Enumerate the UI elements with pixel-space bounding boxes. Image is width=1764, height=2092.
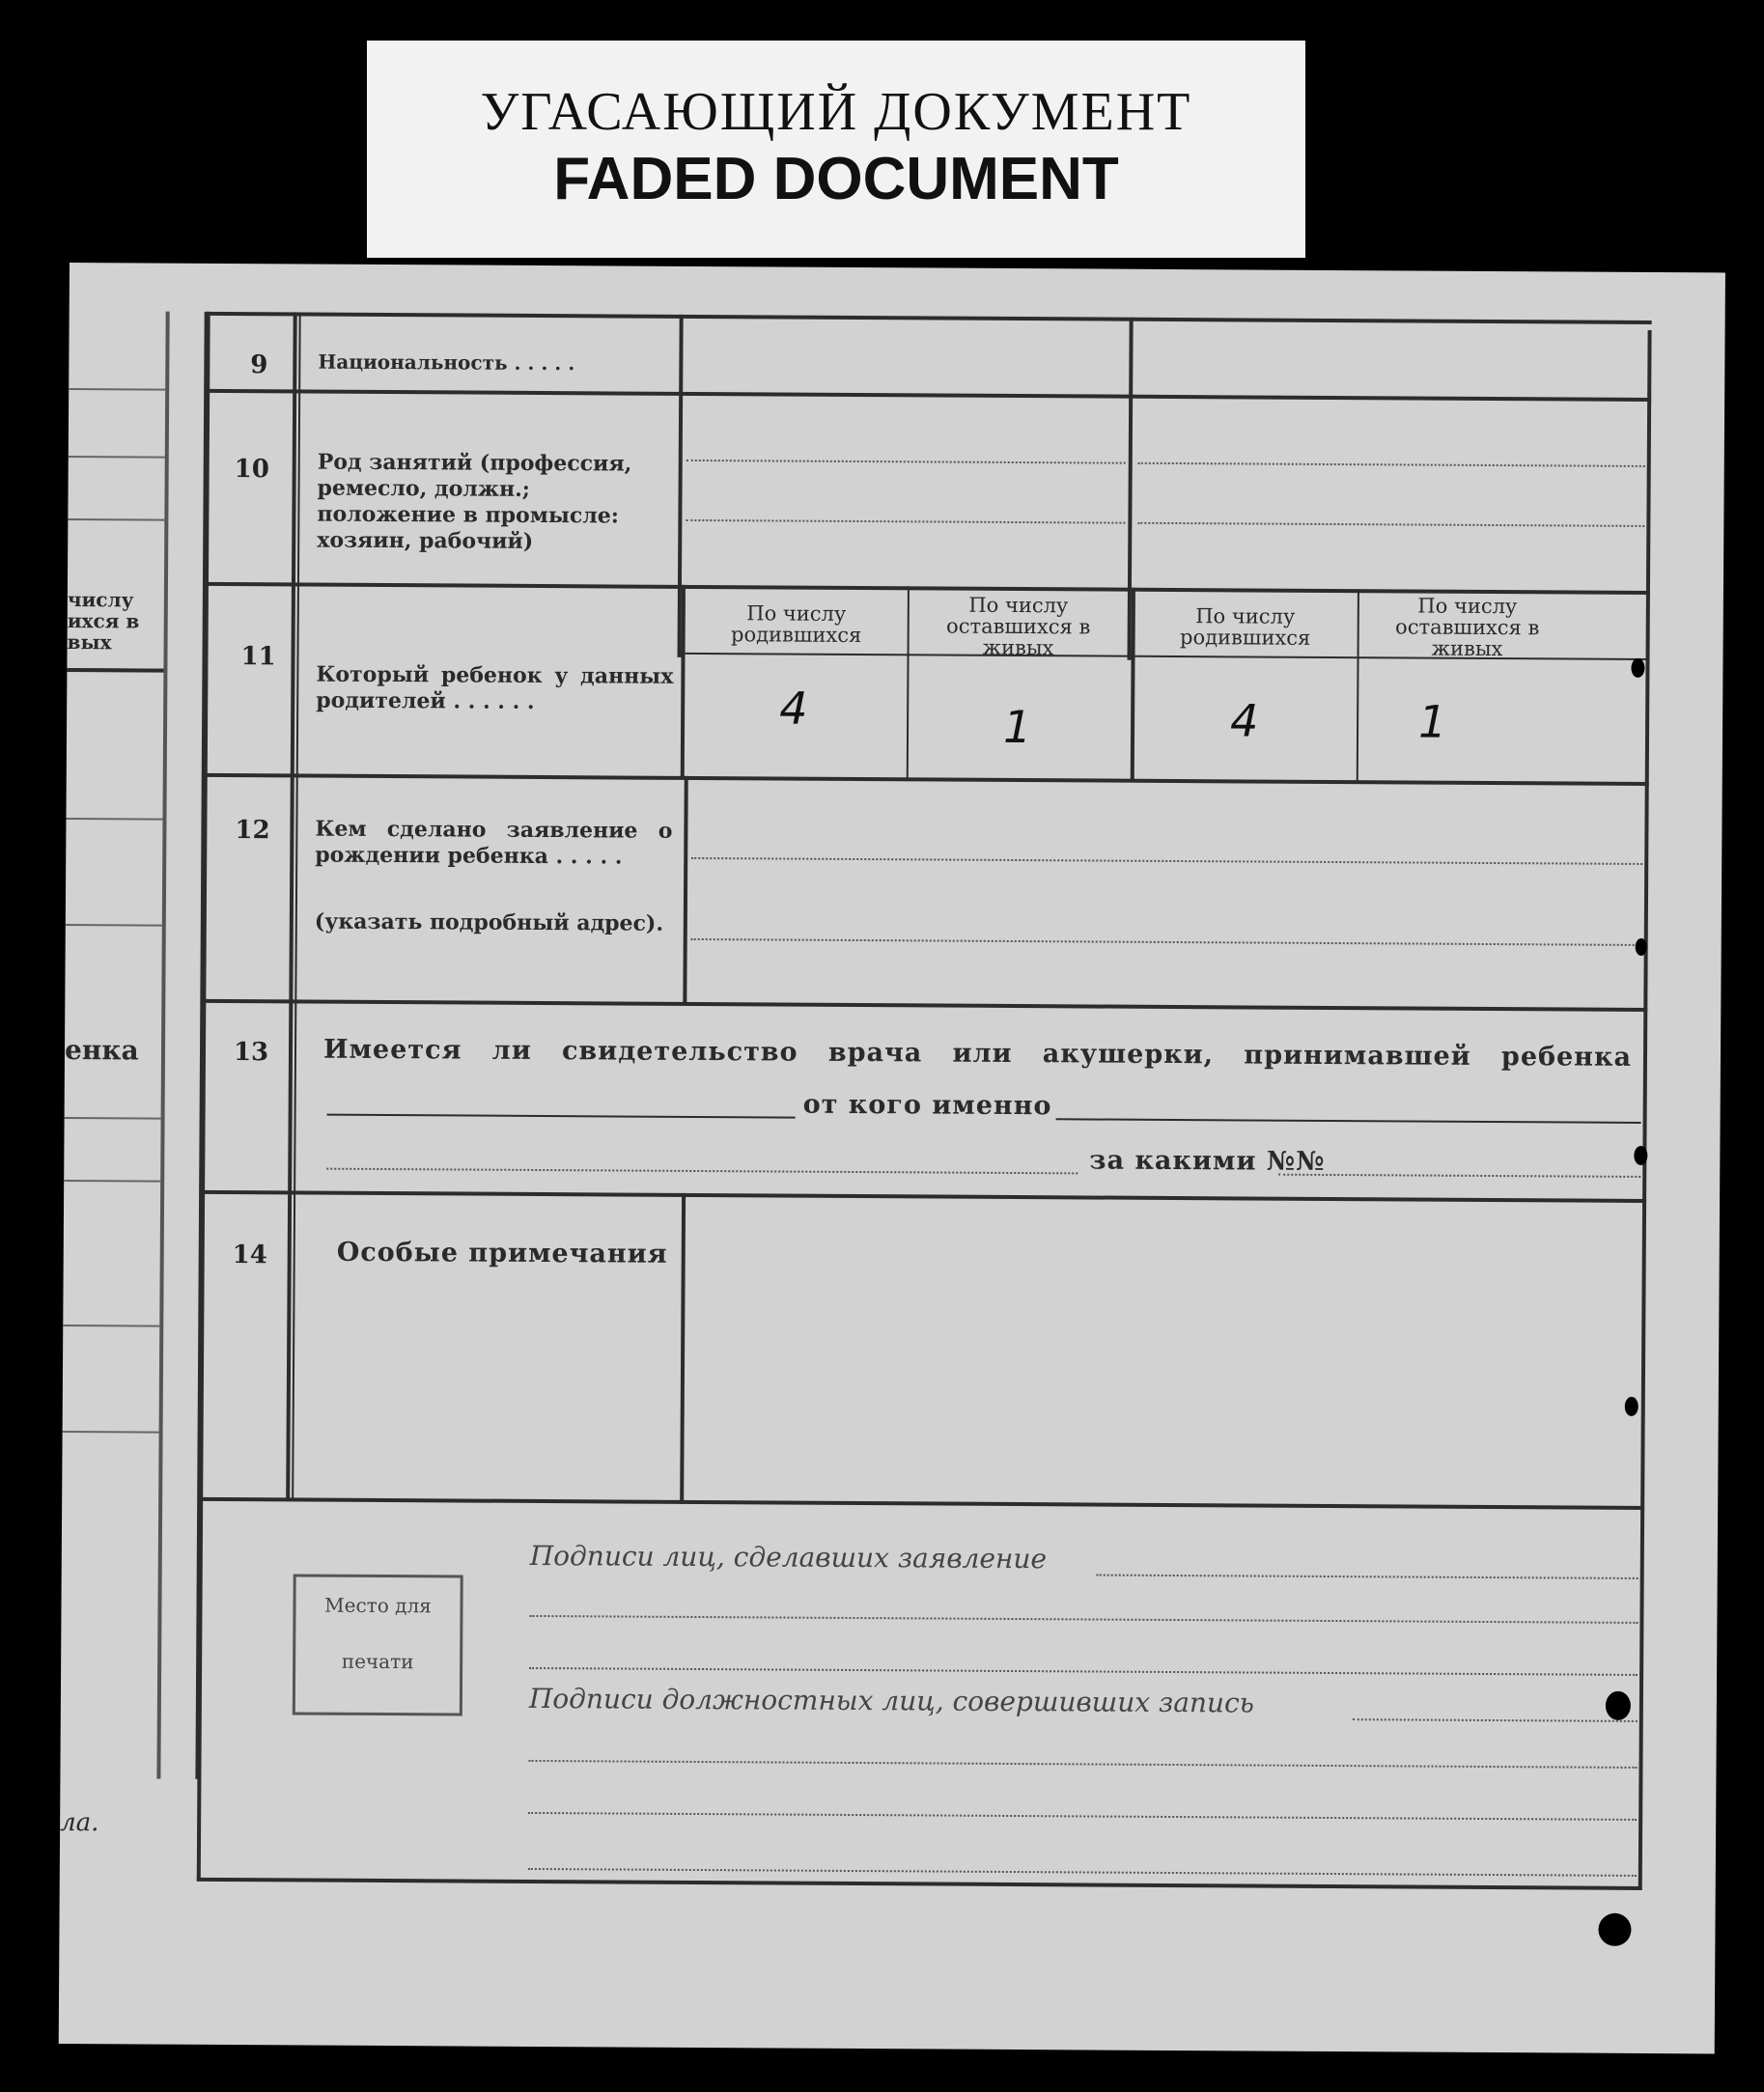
signature-line	[1097, 1575, 1638, 1579]
row-11-val-born-1: 4	[779, 682, 808, 735]
stub-line	[68, 518, 164, 521]
damage-mark	[1634, 1146, 1647, 1165]
stub-line	[63, 1431, 159, 1434]
signatures-applicants-label: Подписи лиц, сделавших заявление	[529, 1539, 1048, 1576]
table-top-border	[207, 312, 1652, 324]
row-9-number: 9	[250, 350, 268, 380]
stub-line	[66, 818, 162, 821]
faded-document-label	[367, 41, 1305, 258]
row-12-bottom	[202, 999, 1647, 1012]
punch-hole	[1606, 1691, 1631, 1720]
row-13-question: Имеется ли свидетельство врача или акушерки, принимавшей ребенка	[322, 1034, 1633, 1073]
stub-fragment-count: числу ихся в вых	[67, 587, 140, 655]
row-13-bottom	[201, 1190, 1646, 1203]
stub-line	[69, 388, 165, 391]
row-11-number: 11	[240, 642, 276, 672]
row-11-label: Который ребенок у данных родителей . . . . . .	[316, 661, 674, 714]
stub-line	[67, 668, 163, 673]
stub-fragment-sign: ла.	[60, 1807, 99, 1838]
row-13-fill-line	[326, 1168, 1078, 1175]
row-12-fill-line	[691, 938, 1642, 946]
row-11-val-alive-2: 1	[1417, 695, 1447, 748]
label-russian: УГАСАЮЩИЙ ДОКУМЕНТ	[480, 82, 1192, 142]
row-10-fill-line	[686, 519, 1125, 524]
stub-fragment-child: енка	[64, 1033, 139, 1067]
row-13-number: 13	[233, 1038, 269, 1068]
table-right-border	[1638, 330, 1652, 1889]
row-12-fill-line	[691, 857, 1642, 865]
damage-mark	[1636, 938, 1647, 956]
row-12-label: Кем сделано заявление о рождении ребенка . . . . .	[315, 816, 673, 870]
row-13-from-whom: от кого именно	[802, 1089, 1052, 1122]
row-10-fill-line	[1138, 462, 1645, 467]
damage-mark	[1631, 658, 1644, 678]
stamp-place-box	[293, 1574, 463, 1715]
signature-line	[529, 1667, 1638, 1676]
row-10-fill-line	[1137, 522, 1644, 527]
row-10-label: Род занятий (профессия, ремесло, должн.; положение в промысле: хозяин, рабочий)	[317, 449, 632, 554]
row-9-bottom	[206, 389, 1651, 402]
row-13-fill-line	[1056, 1118, 1641, 1124]
stub-line	[63, 1325, 159, 1327]
stub-line	[64, 1180, 160, 1183]
stub-line	[65, 1117, 161, 1120]
row-11-col-alive-1: По числу оставшихся в живых	[946, 593, 1091, 660]
row-9-label: Национальность . . . . .	[318, 349, 575, 376]
row-10-bottom	[205, 582, 1650, 595]
punch-hole	[1598, 1913, 1631, 1946]
stamp-place-label: Место для печати	[324, 1593, 432, 1674]
row-12-number: 12	[235, 816, 270, 846]
damage-mark	[1625, 1397, 1638, 1416]
stub-border	[156, 312, 169, 1779]
row-13-by-numbers: за какими №№	[1089, 1145, 1326, 1177]
row-11-val-alive-1: 1	[1002, 700, 1032, 754]
stub-line	[66, 924, 162, 927]
table-bottom-border	[197, 1878, 1642, 1890]
row-14-number: 14	[232, 1241, 268, 1270]
signature-line	[528, 1812, 1637, 1821]
row-11-divider	[681, 585, 686, 778]
row-11-val-born-2: 4	[1229, 694, 1259, 747]
row-12-sublabel: (указать подробный адрес).	[314, 908, 664, 936]
row-14-label: Особые примечания	[336, 1237, 668, 1269]
row-11-divider	[907, 586, 910, 779]
signature-line	[529, 1615, 1638, 1624]
row-11-bottom	[204, 773, 1649, 786]
row-11-divider	[1357, 589, 1359, 782]
row-14-divider	[680, 1193, 686, 1504]
signature-line	[529, 1760, 1638, 1769]
signature-line	[528, 1868, 1637, 1877]
row-13-fill-line	[1278, 1174, 1640, 1178]
signatures-officials-label: Подписи должностных лиц, совершивших запись	[528, 1682, 1255, 1719]
row-13-fill-line	[327, 1114, 796, 1119]
record-sheet	[59, 263, 1725, 2053]
row-14-bottom	[199, 1497, 1644, 1510]
label-english: FADED DOCUMENT	[553, 146, 1119, 212]
row-10-fill-line	[686, 460, 1126, 464]
row-11-col-born-1: По числу родившихся	[730, 601, 862, 648]
signature-line	[1353, 1718, 1638, 1722]
row-11-col-alive-2: По числу оставшихся в живых	[1395, 594, 1540, 661]
row-11-col-born-2: По числу родившихся	[1179, 604, 1311, 650]
stub-line	[69, 456, 165, 459]
row-12-divider	[683, 776, 687, 1003]
row-11-divider	[1131, 588, 1135, 781]
row-10-number: 10	[234, 455, 269, 485]
